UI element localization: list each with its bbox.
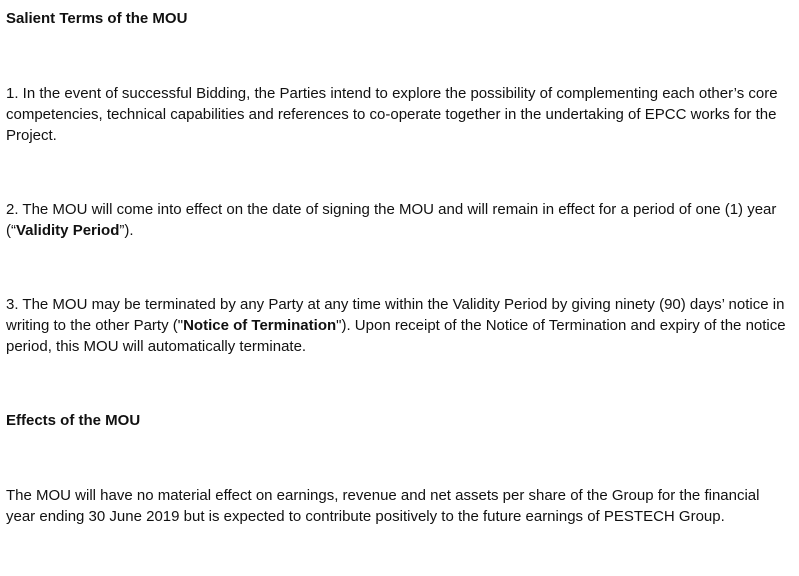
salient-terms-heading: Salient Terms of the MOU — [6, 10, 188, 27]
effects-heading: Effects of the MOU — [6, 412, 141, 429]
term-item-2-text-after: ”). — [119, 222, 134, 239]
term-item-1: 1. In the event of successful Bidding, the Parties intend to explore the possibility of complementing each other’s core competencies, technical capabilities and references to co-operate together in the undertaking of EPCC works for the Project. — [6, 85, 778, 144]
validity-period-term: Validity Period — [16, 222, 120, 239]
term-item-3-text-after: "). Upon receipt of the Notice of Termination and expiry of the notice period, this MOU will automatically terminate. — [6, 317, 786, 355]
term-item-2 — [6, 199, 792, 241]
term-item-3 — [6, 294, 792, 357]
term-item-2-text-before: 2. The MOU will come into effect on the date of signing the MOU and will remain in effect for a period of one (1) year (“ — [6, 201, 777, 239]
notice-of-termination-term: Notice of Termination — [183, 317, 337, 334]
effects-paragraph: The MOU will have no material effect on earnings, revenue and net assets per share of the Group for the financial year ending 30 June 2019 but is expected to contribute positively to the future earnings of PESTECH Group. — [6, 487, 760, 525]
term-item-3-text-before: 3. The MOU may be terminated by any Party at any time within the Validity Period by giving ninety (90) days’ notice in writing to the other Party (" — [6, 296, 785, 334]
